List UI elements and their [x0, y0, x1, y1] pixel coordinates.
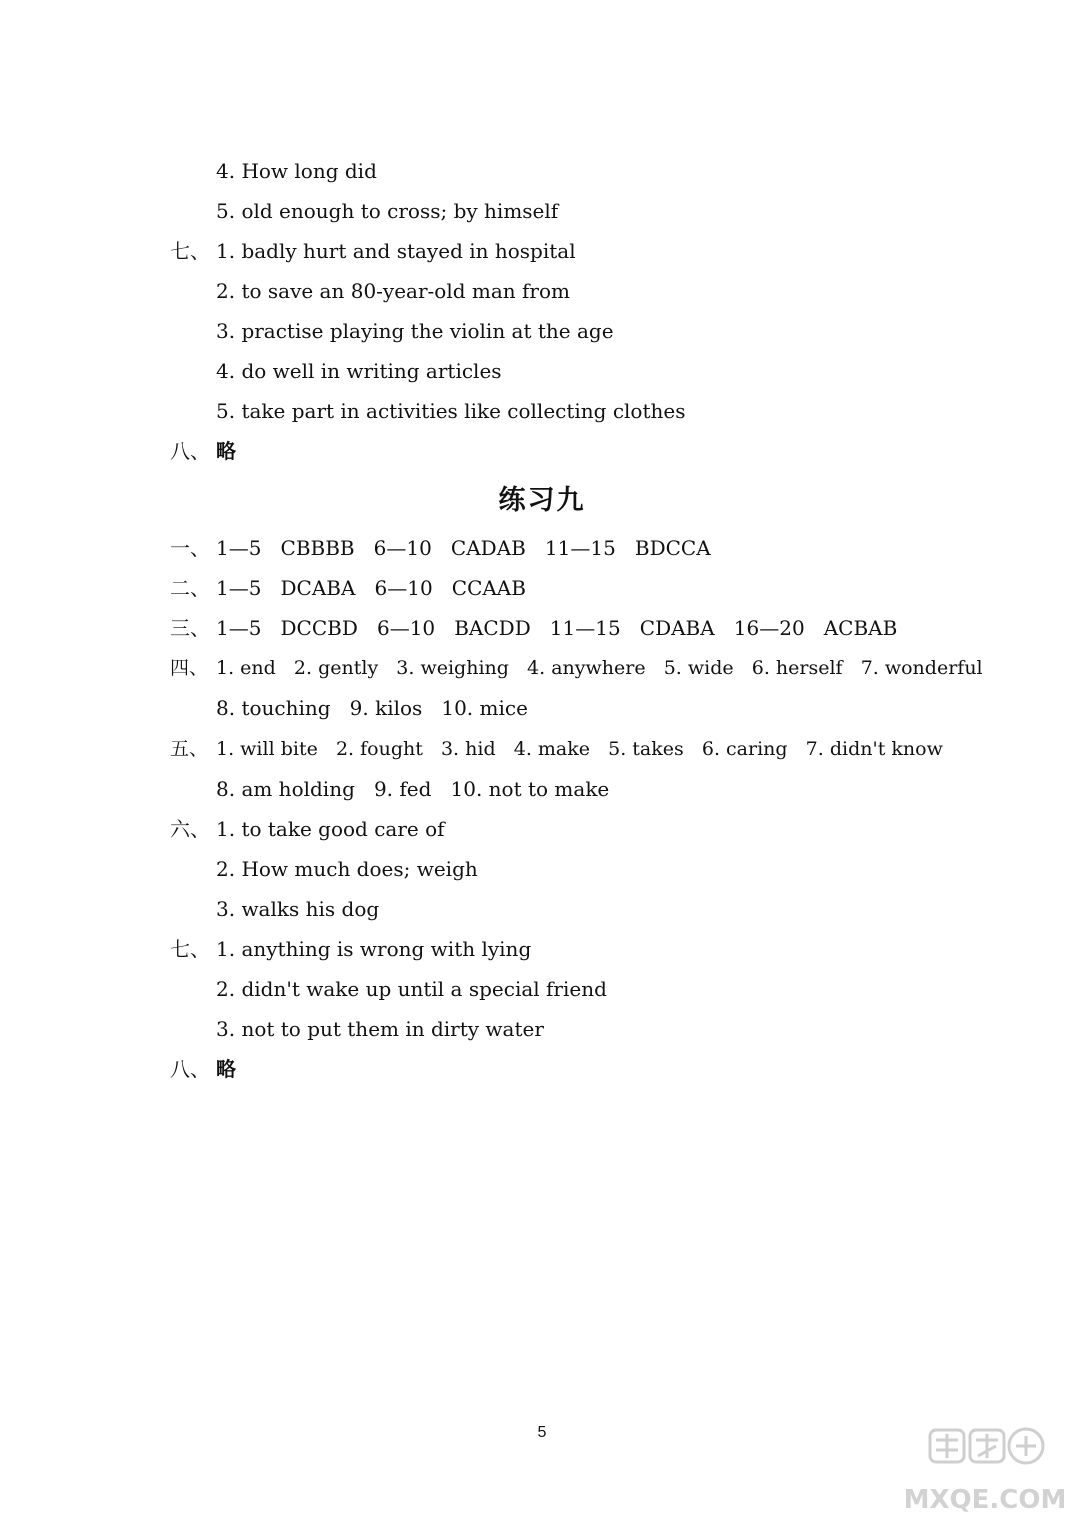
section-eight-line: [170, 1056, 236, 1082]
watermark-text: MXQE.COM: [903, 1485, 1067, 1515]
section-five-line: [170, 736, 943, 762]
section-marker: 四、: [170, 657, 209, 679]
section-marker: 七、: [170, 239, 210, 263]
exercise-title: 练习九: [498, 485, 586, 516]
answer-line: 2. How much does; weigh: [216, 857, 478, 881]
answer-line: 3. practise playing the violin at the age: [216, 319, 614, 343]
answer-text: 1. to take good care of: [216, 817, 445, 841]
answer-line: 3. walks his dog: [216, 897, 380, 921]
section-two-line: [170, 575, 526, 601]
answer-line: 8. touching 9. kilos 10. mice: [216, 696, 528, 720]
answer-text: 1—5 CBBBB 6—10 CADAB 11—15 BDCCA: [216, 536, 711, 560]
section-marker: 八、: [170, 439, 210, 463]
answer-line: 5. old enough to cross; by himself: [216, 199, 559, 223]
answer-text: 1. will bite 2. fought 3. hid 4. make 5. takes 6. caring 7. didn't know: [216, 738, 943, 760]
section-four-line: [170, 655, 983, 681]
answer-line: 5. take part in activities like collecting clothes: [216, 399, 686, 423]
section-seven-line: [170, 936, 531, 962]
section-seven-line: [170, 238, 576, 264]
page-number: 5: [537, 1424, 547, 1441]
watermark-logo: [900, 1422, 1070, 1522]
answer-text: 略: [216, 1057, 236, 1081]
answer-line: 2. didn't wake up until a special friend: [216, 977, 607, 1001]
answer-text: 1. anything is wrong with lying: [216, 937, 532, 961]
section-marker: 七、: [170, 937, 210, 961]
watermark-logo-icon: [900, 1422, 1070, 1522]
answer-text: 1. badly hurt and stayed in hospital: [216, 239, 576, 263]
section-marker: 六、: [170, 817, 210, 841]
answer-line: 4. How long did: [216, 159, 377, 183]
section-marker: 三、: [170, 616, 210, 640]
section-six-line: [170, 816, 445, 842]
answer-line: 3. not to put them in dirty water: [216, 1017, 544, 1041]
answer-text: 1—5 DCCBD 6—10 BACDD 11—15 CDABA 16—20 ACBAB: [216, 616, 898, 640]
section-three-line: [170, 615, 897, 641]
section-marker: 二、: [170, 576, 210, 600]
answer-text: 1. end 2. gently 3. weighing 4. anywhere 5. wide 6. herself 7. wonderful: [216, 657, 983, 679]
answer-text: 1—5 DCABA 6—10 CCAAB: [216, 576, 526, 600]
section-eight-line: [170, 438, 236, 464]
section-marker: 五、: [170, 738, 209, 760]
answer-text: 略: [216, 439, 236, 463]
answer-line: 2. to save an 80-year-old man from: [216, 279, 570, 303]
section-marker: 八、: [170, 1057, 210, 1081]
answer-line: 8. am holding 9. fed 10. not to make: [216, 777, 610, 801]
answer-line: 4. do well in writing articles: [216, 359, 502, 383]
section-one-line: [170, 535, 711, 561]
section-marker: 一、: [170, 536, 210, 560]
